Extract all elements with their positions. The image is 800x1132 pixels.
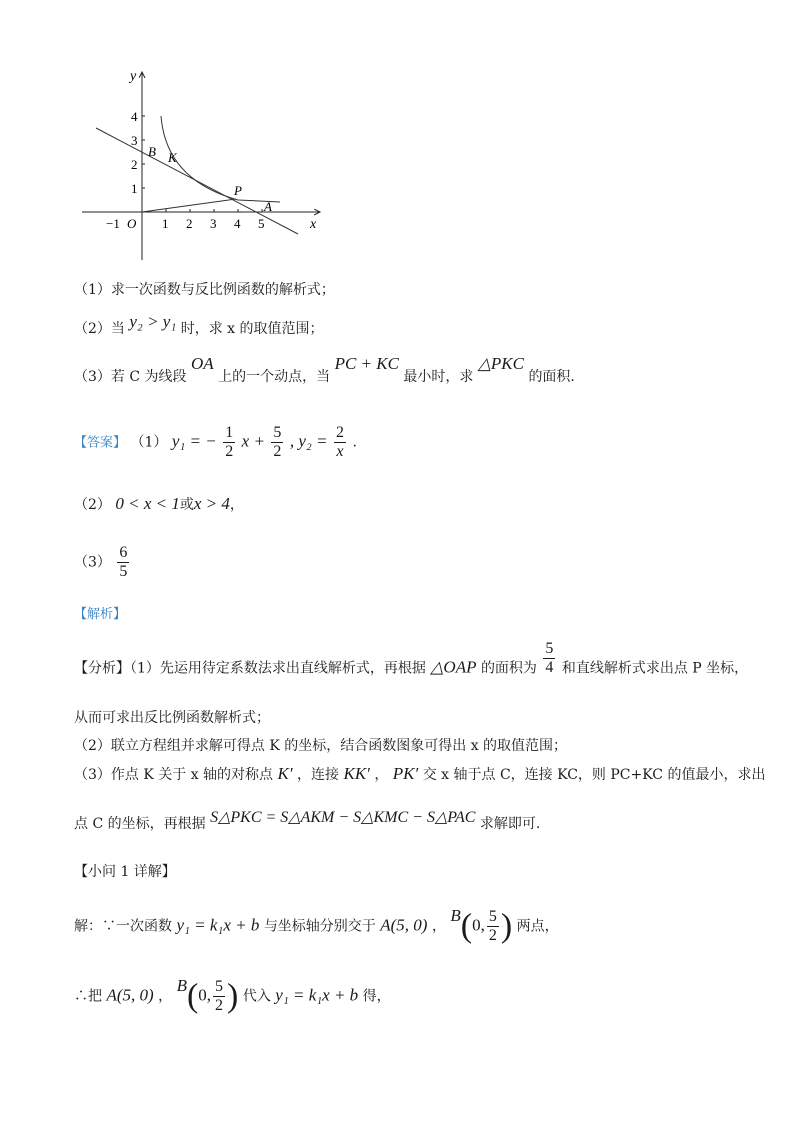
detail-solution-line — [74, 905, 559, 945]
answer-1-y1: y₁ = − — [171, 431, 217, 451]
answer-2-math1: 0 < x < 1 — [115, 494, 180, 513]
frac-num: 5 — [488, 908, 497, 925]
analysis-4-pkp: PK′ — [392, 764, 419, 783]
analysis-1c: 和直线解析式求出点 P 坐标， — [561, 660, 749, 677]
question-3-d: 的面积. — [528, 369, 575, 385]
frac-num: 6 — [119, 544, 128, 561]
sol-eq: y₁ = k₁x + b — [176, 915, 260, 935]
question-1 — [74, 280, 335, 300]
paren-right: ) — [500, 907, 513, 945]
fraction-5-2-c — [213, 978, 225, 1015]
answer-1-end: . — [352, 434, 357, 451]
question-2 — [74, 312, 324, 339]
sub-point-b: B — [176, 975, 187, 995]
analysis-5a: 点 C 的坐标，再根据 — [74, 816, 206, 832]
sol-d: 两点， — [516, 918, 559, 935]
analysis-4a: （3）作点 K 关于 x 轴的对称点 — [74, 767, 274, 783]
answer-3 — [74, 544, 131, 581]
fraction-5-2-b — [487, 908, 499, 945]
frac-den: 2 — [273, 443, 282, 460]
analysis-4c: ， — [374, 767, 389, 783]
sub-point-a: A(5, 0) — [106, 985, 154, 1005]
point-a-label: A — [264, 199, 272, 214]
fraction-6-5 — [117, 544, 129, 581]
answer-2-end: ， — [229, 497, 244, 513]
function-graph — [70, 62, 330, 262]
question-3-b: 上的一个动点，当 — [218, 369, 331, 385]
x-tick: 4 — [234, 216, 241, 231]
frac-den: 2 — [225, 443, 234, 460]
detail-substitute-line — [74, 975, 391, 1015]
x-tick: −1 — [106, 216, 120, 231]
sub-eq: y₁ = k₁x + b — [275, 985, 359, 1005]
answer-2-math2: x > 4 — [193, 494, 230, 513]
frac-den: 4 — [545, 659, 554, 676]
y-tick: 3 — [131, 133, 138, 148]
sub-b: ， — [158, 988, 173, 1005]
frac-num: 2 — [335, 424, 344, 441]
sol-b0: 0, — [472, 915, 485, 935]
analysis-3-text: （2）联立方程组并求解可得点 K 的坐标，结合函数图象可得出 x 的取值范围； — [74, 738, 568, 754]
analysis-4b: ，连接 — [297, 767, 340, 783]
frac-num: 5 — [215, 978, 224, 995]
sol-c: ， — [431, 918, 446, 935]
detail-heading: 【小问 1 详解】 — [74, 864, 176, 880]
sol-a: 解：∵一次函数 — [74, 918, 172, 935]
sol-point-a: A(5, 0) — [380, 915, 428, 935]
answer-tag: 【答案】 — [74, 435, 127, 451]
fraction-5-4 — [543, 640, 555, 677]
analysis-line-3 — [74, 736, 567, 756]
question-3-a: （3）若 C 为线段 — [74, 369, 187, 385]
detail-heading-line — [74, 862, 176, 882]
answer-1-mid: x + — [241, 431, 265, 451]
x-axis-label: x — [310, 217, 317, 232]
frac-den: x — [336, 443, 344, 460]
question-3-c: 最小时，求 — [403, 369, 474, 385]
answer-1-sep: , y₂ = — [289, 431, 328, 451]
paren-left: ( — [186, 977, 199, 1015]
answer-2 — [74, 494, 244, 515]
hyperbola-curve — [161, 116, 280, 202]
frac-num: 5 — [545, 640, 554, 657]
fraction-1-2 — [223, 424, 235, 461]
sol-b: 与坐标轴分别交于 — [263, 918, 376, 935]
analysis-5b: 求解即可. — [479, 816, 541, 832]
origin-label: O — [127, 216, 137, 231]
question-3-oa: OA — [190, 354, 214, 373]
y-tick: 2 — [131, 157, 138, 172]
fraction-5-2 — [271, 424, 283, 461]
analysis-line-1 — [74, 640, 749, 687]
analysis-1-tri: △OAP — [430, 657, 477, 677]
analysis-tag-line — [74, 604, 126, 625]
answer-1 — [74, 424, 357, 461]
analysis-line-4 — [74, 764, 765, 785]
y-axis-label: y — [130, 69, 137, 84]
paren-left: ( — [460, 907, 473, 945]
sub-d: 得， — [362, 988, 391, 1005]
y-tick: 1 — [131, 181, 138, 196]
question-2-prefix: （2）当 — [74, 321, 125, 337]
frac-num: 5 — [273, 424, 282, 441]
answer-2-label: （2） — [74, 497, 111, 513]
frac-num: 1 — [225, 424, 234, 441]
y-tick: 4 — [131, 109, 138, 124]
analysis-5-formula: S△PKC = S△AKM − S△KMC − S△PAC — [210, 809, 476, 826]
question-2-math: y₂ > y₁ — [129, 312, 177, 331]
answer-2-or: 或 — [179, 497, 194, 513]
point-k-label: K — [168, 150, 177, 165]
question-2-suffix: 时，求 x 的取值范围； — [180, 321, 324, 337]
question-3-expr: PC + KC — [334, 354, 399, 373]
fraction-2-x — [334, 424, 346, 461]
x-tick: 2 — [186, 216, 193, 231]
frac-den: 2 — [488, 927, 497, 944]
analysis-tag: 【解析】 — [74, 607, 127, 622]
analysis-4-kkp: KK′ — [343, 764, 370, 783]
answer-1-label: （1） — [130, 434, 168, 451]
analysis-2-text: 从而可求出反比例函数解析式； — [74, 710, 270, 726]
analysis-line-5 — [74, 809, 541, 834]
frac-den: 2 — [215, 997, 224, 1014]
segment-op — [142, 199, 236, 212]
sub-a: ∴把 — [74, 988, 102, 1005]
question-1-text: （1）求一次函数与反比例函数的解析式； — [74, 282, 335, 298]
analysis-line-2 — [74, 708, 270, 728]
sol-point-b: B — [450, 905, 461, 925]
analysis-1b: 的面积为 — [480, 660, 537, 677]
question-3-tri: △PKC — [477, 354, 524, 373]
question-3 — [74, 354, 575, 387]
point-b-label: B — [148, 144, 156, 159]
answer-3-label: （3） — [74, 554, 111, 571]
sub-b0: 0, — [198, 985, 212, 1005]
analysis-1a: 【分析】（1）先运用待定系数法求出直线解析式，再根据 — [74, 660, 426, 677]
sub-c: 代入 — [242, 988, 271, 1005]
paren-right: ) — [227, 977, 239, 1015]
x-tick: 5 — [258, 216, 265, 231]
analysis-4-kp: K′ — [277, 764, 293, 783]
frac-den: 5 — [119, 563, 128, 580]
point-p-label: P — [234, 183, 242, 198]
x-tick: 1 — [162, 216, 169, 231]
x-tick: 3 — [210, 216, 217, 231]
analysis-4d: 交 x 轴于点 C，连接 KC，则 PC+KC 的值最小，求出 — [422, 767, 766, 783]
